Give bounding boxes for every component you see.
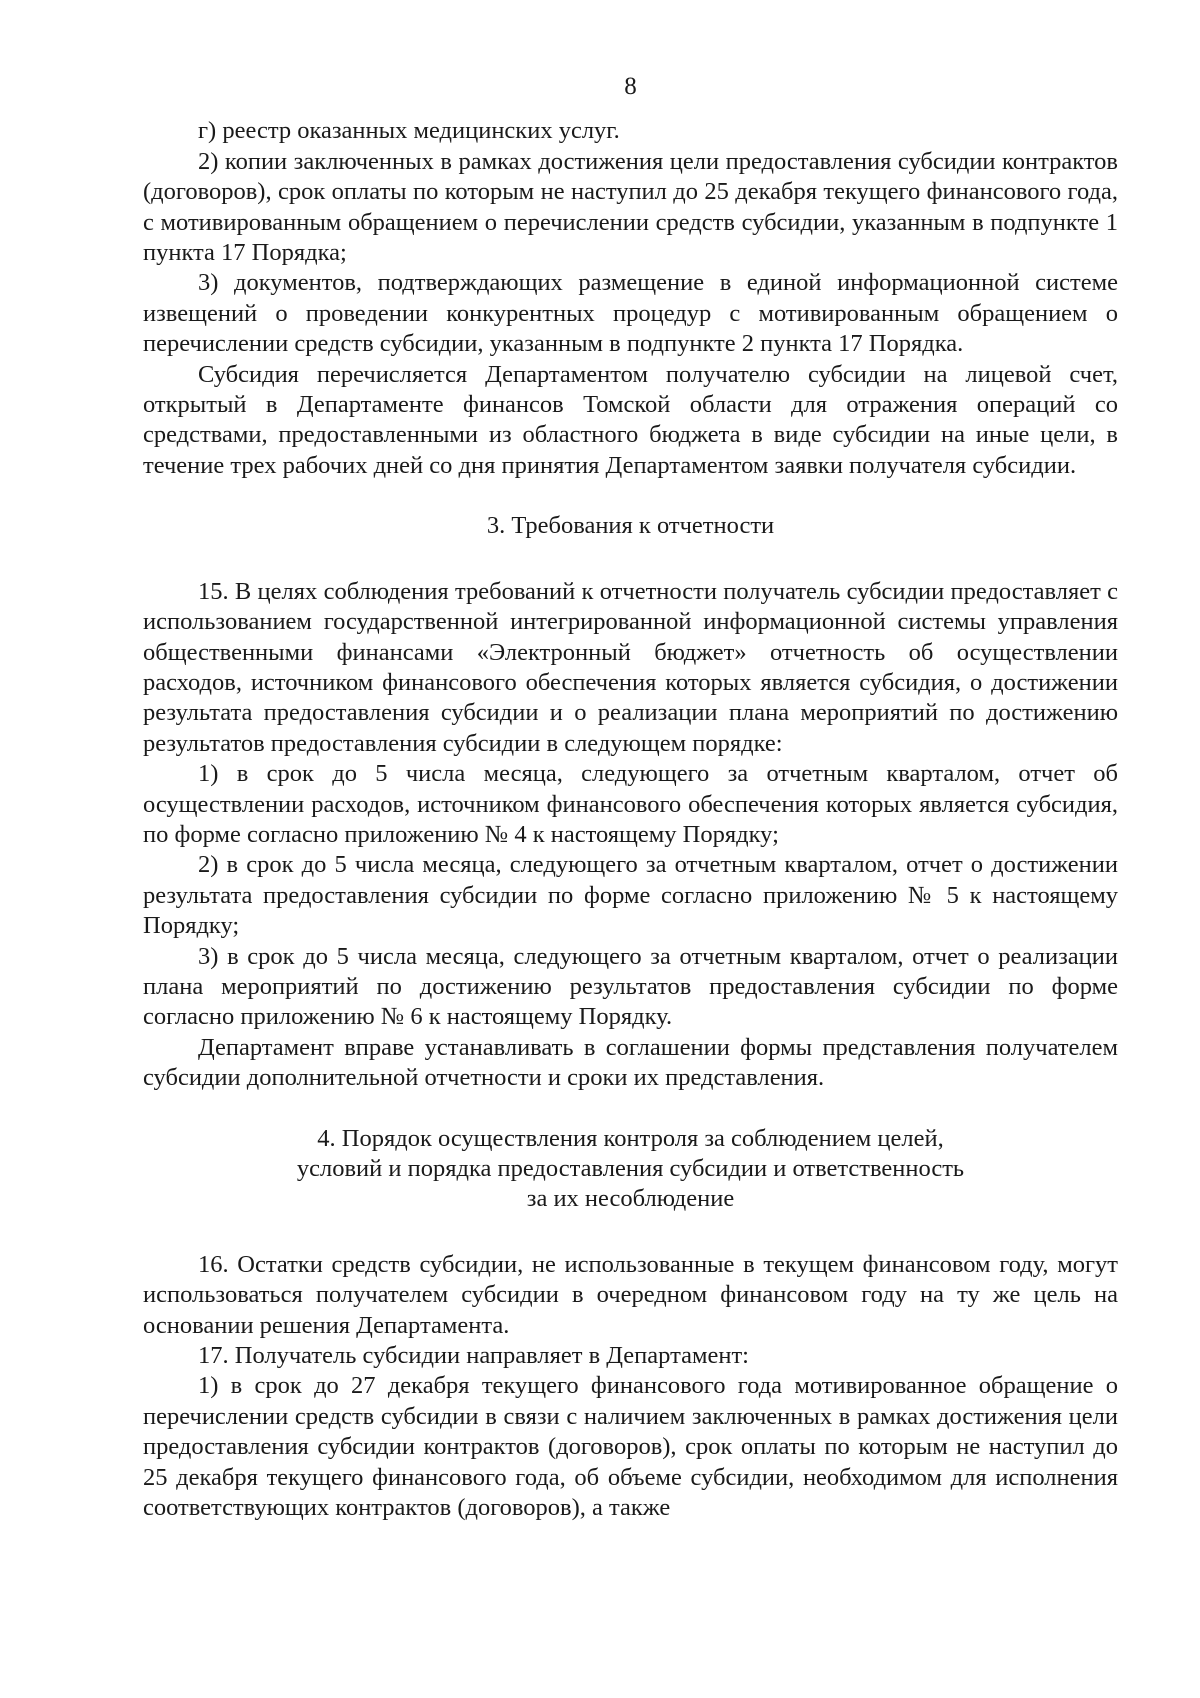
section-4-heading-line-3: за их несоблюдение bbox=[526, 1185, 735, 1213]
section-4-heading-line-2: условий и порядка предоставления субсидии и ответственность bbox=[296, 1155, 965, 1182]
section-4-heading bbox=[143, 1124, 1118, 1215]
paragraph-registry: г) реестр оказанных медицинских услуг. bbox=[198, 117, 620, 145]
paragraph-contract-copies: 2) копии заключенных в рамках достижения цели предоставления субсидии контрактов (договоров), срок оплаты по которым не наступил до 25 декабря текущего финансового года, с мотивированным обращением о перечислении средств субсидии, указанным в подпункте 1 пункта 17 Порядка; bbox=[143, 147, 1118, 267]
paragraph-procurement-documents: 3) документов, подтверждающих размещение в единой информационной системе извещений о проведении конкурентных процедур с мотивированным обращением о перечислении средств субсидии, указанным в подпункте 2 пункта 17 Порядка. bbox=[143, 269, 1118, 358]
paragraph-15-additional-reporting: Департамент вправе устанавливать в соглашении формы представления получателем субсидии дополнительной отчетности и сроки их представления. bbox=[143, 1033, 1118, 1092]
page-number: 8 bbox=[624, 73, 637, 100]
paragraph-subsidy-transfer: Субсидия перечисляется Департаментом получателю субсидии на лицевой счет, открытый в Департаменте финансов Томской области для отражения операций со средствами, предоставленными из областного бюджета в виде субсидии на иные цели, в течение трех рабочих дней со дня принятия Департаментом заявки получателя субсидии. bbox=[143, 360, 1118, 479]
paragraph-15-item-3: 3) в срок до 5 числа месяца, следующего за отчетным кварталом, отчет о реализации плана мероприятий по достижению результатов предоставления субсидии по форме согласно приложению № 6 к настоящему Порядку. bbox=[143, 942, 1118, 1031]
section-3-heading: 3. Требования к отчетности bbox=[486, 512, 775, 540]
paragraph-17-item-1: 1) в срок до 27 декабря текущего финансового года мотивированное обращение о перечислении средств субсидии в связи с наличием заключенных в рамках достижения цели предоставления субсидии контрактов (договоров), срок оплаты по которым не наступил до 25 декабря текущего финансового года, об объеме субсидии, необходимом для исполнения соответствующих контрактов (договоров), а также bbox=[143, 1372, 1118, 1522]
paragraph-16: 16. Остатки средств субсидии, не использованные в текущем финансовом году, могут использоваться получателем субсидии в очередном финансовом году на ту же цель на основании решения Департамента. bbox=[143, 1250, 1118, 1339]
paragraph-15-item-2: 2) в срок до 5 числа месяца, следующего за отчетным кварталом, отчет о достижении результата предоставления субсидии по форме согласно приложению № 5 к настоящему Порядку; bbox=[143, 851, 1118, 940]
paragraph-15: 15. В целях соблюдения требований к отчетности получатель субсидии предоставляет с использованием государственной интегрированной информационной системы управления общественными финансами «Электронный бюджет» отчетность об осуществлении расходов, источником финансового обеспечения которых является субсидия, о достижении результата предоставления субсидии и о реализации плана мероприятий по достижению результатов предоставления субсидии в следующем порядке: bbox=[143, 577, 1118, 757]
section-4-heading-line-1: 4. Порядок осуществления контроля за соблюдением целей, bbox=[317, 1124, 944, 1152]
paragraph-17: 17. Получатель субсидии направляет в Департамент: bbox=[198, 1342, 749, 1370]
paragraph-15-item-1: 1) в срок до 5 числа месяца, следующего за отчетным кварталом, отчет об осуществлении расходов, источником финансового обеспечения которых является субсидия, по форме согласно приложению № 4 к настоящему Порядку; bbox=[143, 760, 1118, 848]
document-page bbox=[143, 72, 1118, 1523]
